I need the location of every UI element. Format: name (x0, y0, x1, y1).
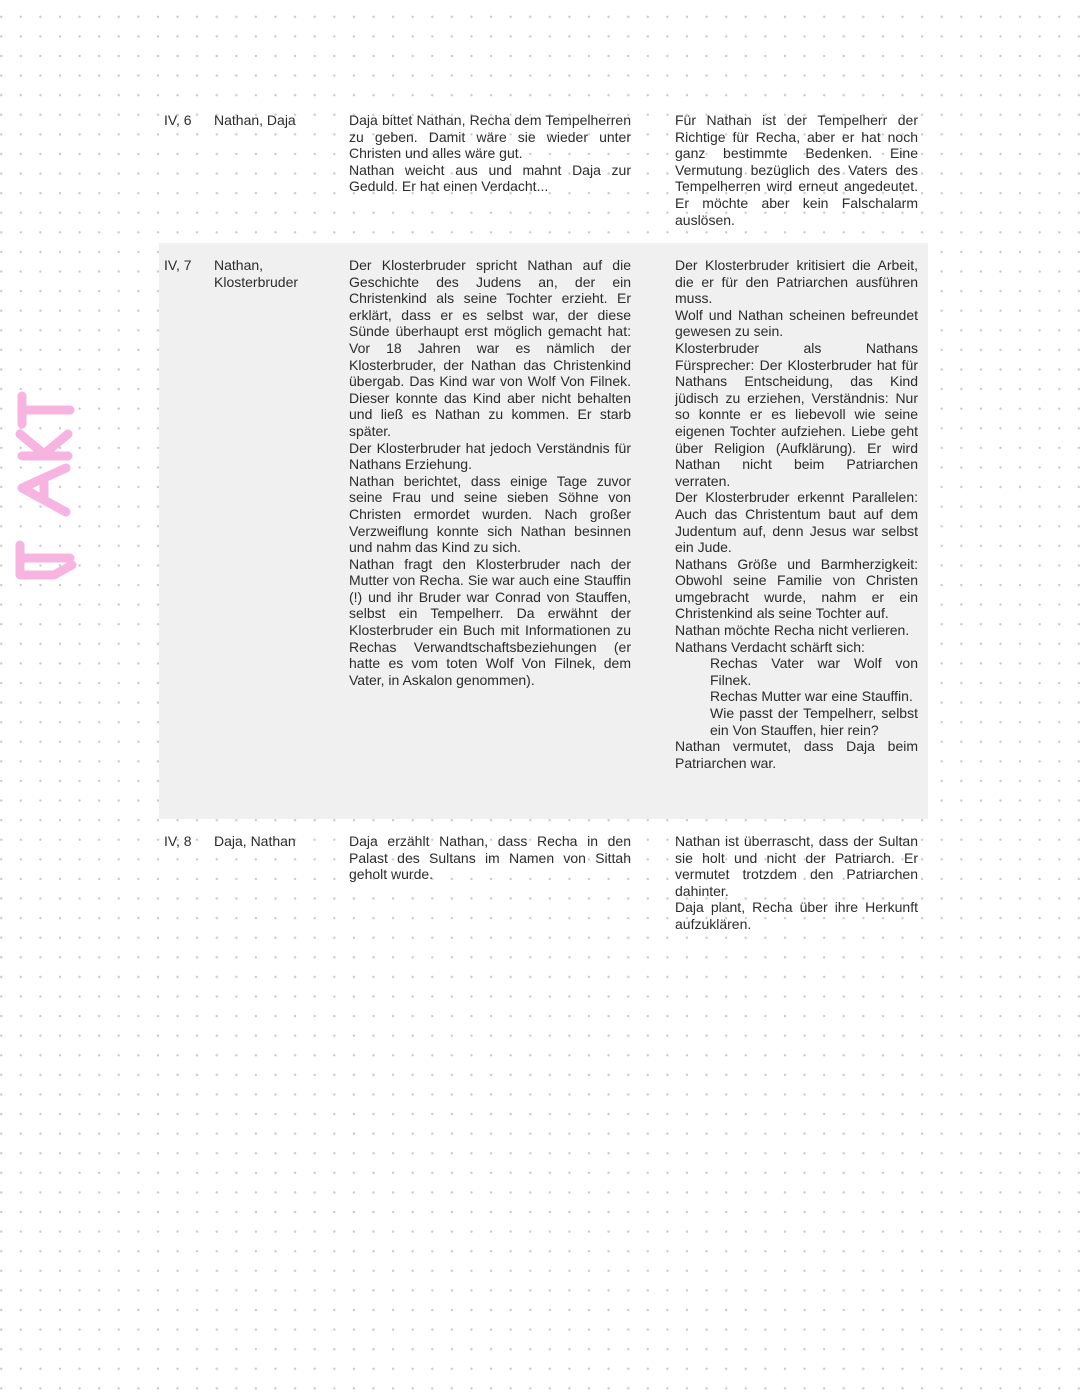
person-line: Nathan, Daja (214, 112, 296, 128)
analysis-paragraph: Nathan ist überrascht, dass der Sultan sie holt und nicht der Patriarch. Er vermutet trotzdem den Patriarchen dahinter. (675, 833, 918, 899)
side-title-handwritten (0, 390, 122, 600)
analysis-paragraph: Nathans Größe und Barmherzigkeit: Obwohl seine Familie von Christen umgebracht wurde, nahm er ein Christenkind als seine Tochter auf. (675, 555, 918, 622)
table-row-iv8 (159, 819, 928, 933)
scene-number: IV, 7 (164, 257, 192, 273)
analysis-paragraph: Der Klosterbruder kritisiert die Arbeit, die er für den Patriarchen ausführen muss. (675, 257, 918, 307)
analysis-paragraph: Nathan vermutet, dass Daja beim Patriarchen war. (675, 738, 918, 771)
scene-analysis (675, 112, 918, 243)
scene-number: IV, 6 (164, 112, 192, 128)
content-paragraph: Der Klosterbruder hat jedoch Verständnis für Nathans Erziehung. (349, 439, 631, 473)
content-paragraph: Nathan fragt den Klosterbruder nach der Mutter von Recha. Sie war auch eine Stauffin (!) und ihr Bruder war Conrad von Stauffen, selbst ein Tempelherr. Da erwähnt der Klosterbruder ein Buch mit Informationen zu Rechas Verwandtschaftsbeziehungen (er hatte es vom toten Wolf Von Filnek, dem Vater, in Askalon genommen). (349, 555, 631, 688)
analysis-paragraph: Klosterbruder als Nathans Fürsprecher: Der Klosterbruder hat für Nathans Entscheidung, das Kind jüdisch zu erziehen, Verständnis: Nur so konnte er es liebevoll wie seine eigenen Tochter aufziehen. Liebe geht über Religion (Aufklärung). Er wird Nathan nicht beim Patriarchen verraten. (675, 339, 918, 489)
scene-table (159, 100, 928, 933)
scene-analysis (675, 833, 918, 933)
scene-content (349, 112, 631, 243)
handwritten-4-akt-drawing (0, 390, 122, 600)
person-line: Klosterbruder (214, 273, 299, 290)
scene-persons (214, 257, 349, 819)
table-row-iv6 (159, 100, 928, 243)
table-row-iv7 (159, 243, 928, 819)
analysis-paragraph: Wolf und Nathan scheinen befreundet gewesen zu sein. (675, 306, 918, 340)
analysis-suspicion-item: Rechas Vater war Wolf von Filnek. (710, 655, 918, 688)
scene-persons (214, 833, 349, 933)
analysis-suspicion-item: Wie passt der Tempelherr, selbst ein Von Stauffen, hier rein? (710, 705, 918, 738)
analysis-paragraph: Nathans Verdacht schärft sich: (675, 638, 865, 655)
content-paragraph: Nathan weicht aus und mahnt Daja zur Geduld. Er hat einen Verdacht... (349, 161, 631, 195)
person-line: Nathan, (214, 257, 264, 273)
analysis-paragraph: Daja plant, Recha über ihre Herkunft aufzuklären. (675, 899, 918, 932)
scene-persons (214, 112, 349, 243)
analysis-paragraph: Der Klosterbruder erkennt Parallelen: Auch das Christentum baut auf dem Judentum auf, denn Jesus war selbst ein Jude. (675, 489, 918, 556)
analysis-paragraph: Für Nathan ist der Tempelherr der Richtige für Recha, aber er hat noch ganz bestimmte Bedenken. Eine Vermutung bezüglich des Vaters des Tempelherren wird erneut angedeutet. Er möchte aber kein Falschalarm auslösen. (675, 112, 918, 228)
person-line: Daja, Nathan (214, 833, 296, 849)
scene-content (349, 833, 631, 933)
scene-number: IV, 8 (164, 833, 192, 849)
content-paragraph: Nathan berichtet, dass einige Tage zuvor seine Frau und seine sieben Söhne von Christen ermordet wurden. Nach großer Verzweiflung konnte sich Nathan besinnen und nahm das Kind zu sich. (349, 472, 631, 556)
content-paragraph: Daja bittet Nathan, Recha dem Tempelherren zu geben. Damit wäre sie wieder unter Christen und alles wäre gut. (349, 112, 631, 162)
scene-analysis (675, 257, 918, 819)
scene-content (349, 257, 631, 819)
analysis-suspicion-item: Rechas Mutter war eine Stauffin. (710, 688, 913, 705)
content-paragraph: Der Klosterbruder spricht Nathan auf die Geschichte des Judens an, der ein Christenkind als seine Tochter erzieht. Er erklärt, dass er es selbst war, der diese Sünde überhaupt erst möglich gemacht hat: Vor 18 Jahren war es nämlich der Klosterbruder, der Nathan das Christenkind übergab. Das Kind war von Wolf Von Filnek. Dieser konnte das Kind aber nicht behalten und ließ es Nathan zu kommen. Er starb später. (349, 257, 631, 439)
analysis-paragraph: Nathan möchte Recha nicht verlieren. (675, 622, 910, 639)
content-paragraph: Daja erzählt Nathan, dass Recha in den Palast des Sultans im Namen von Sittah geholt wurde. (349, 833, 631, 883)
